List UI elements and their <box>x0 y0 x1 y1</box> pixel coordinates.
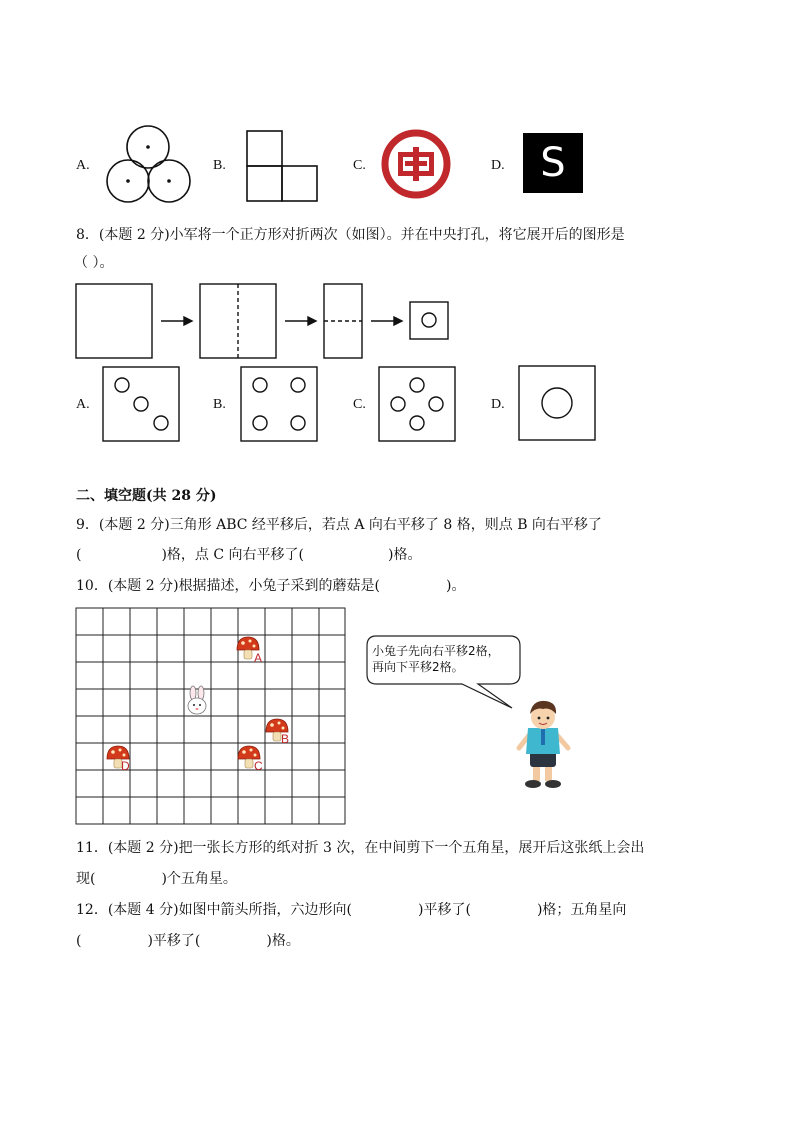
q11-score: (本题 2 分) <box>107 840 179 856</box>
q11-number: 11． <box>76 840 108 856</box>
mushroom-a-label: A <box>254 651 263 665</box>
q8-option-b-label[interactable]: B. <box>213 397 226 412</box>
s-logo-letter: S <box>540 140 566 186</box>
q8-option-d-label[interactable]: D. <box>491 397 505 412</box>
q8-score: (本题 2 分) <box>98 227 170 243</box>
q12-number: 12． <box>76 902 108 918</box>
q12-score: (本题 4 分) <box>107 902 179 918</box>
q10-number: 10． <box>76 578 108 594</box>
q12-line-2: ( )平移了( )格。 <box>76 933 300 949</box>
q8-option-c-label[interactable]: C. <box>353 397 366 412</box>
q8-option-a-label[interactable]: A. <box>76 397 90 412</box>
q7-option-c-label[interactable]: C. <box>353 158 366 173</box>
q8-number: 8． <box>76 227 99 243</box>
q9-question <box>76 516 602 534</box>
mushroom-b-label: B <box>281 732 290 746</box>
q7-option-a-label[interactable]: A. <box>76 158 90 173</box>
section-2-title: 二、填空题(共 28 分) <box>76 488 217 504</box>
q7-option-b-label[interactable]: B. <box>213 158 226 173</box>
mushroom-d-label: D <box>121 759 130 773</box>
q9-number: 9． <box>76 517 99 533</box>
boy-cartoon-icon <box>0 0 1 1</box>
q9-text: 三角形 ABC 经平移后，若点 A 向右平移了 8 格，则点 B 向右平移了 <box>169 517 602 533</box>
q11-line-2: 现( )个五角星。 <box>76 871 237 887</box>
q9-score: (本题 2 分) <box>98 517 170 533</box>
q8-question <box>76 226 625 244</box>
q8-answer-paren[interactable]: （ ）。 <box>74 255 114 271</box>
bubble-line-2: 再向下平移2格。 <box>372 660 464 674</box>
q10-question: 10．(本题 2 分)根据描述，小兔子采到的蘑菇是( )。 <box>76 578 466 594</box>
q8-text: 小军将一个正方形对折两次（如图）。并在中央打孔，将它展开后的图形是 <box>169 227 625 243</box>
mushroom-c-label: C <box>254 759 263 773</box>
q9-line-2: ( )格，点 C 向右平移了( )格。 <box>76 547 422 563</box>
s-logo-icon <box>523 133 583 193</box>
q11-question: 11．(本题 2 分)把一张长方形的纸对折 3 次，在中间剪下一个五角星，展开后这张纸上会出 <box>76 840 645 856</box>
q7-option-d-label[interactable]: D. <box>491 158 505 173</box>
q12-question: 12．(本题 4 分)如图中箭头所指，六边形向( )平移了( )格；五角星向 <box>76 902 627 918</box>
q10-score: (本题 2 分) <box>107 578 179 594</box>
bubble-line-1: 小兔子先向右平移2格， <box>372 644 500 658</box>
